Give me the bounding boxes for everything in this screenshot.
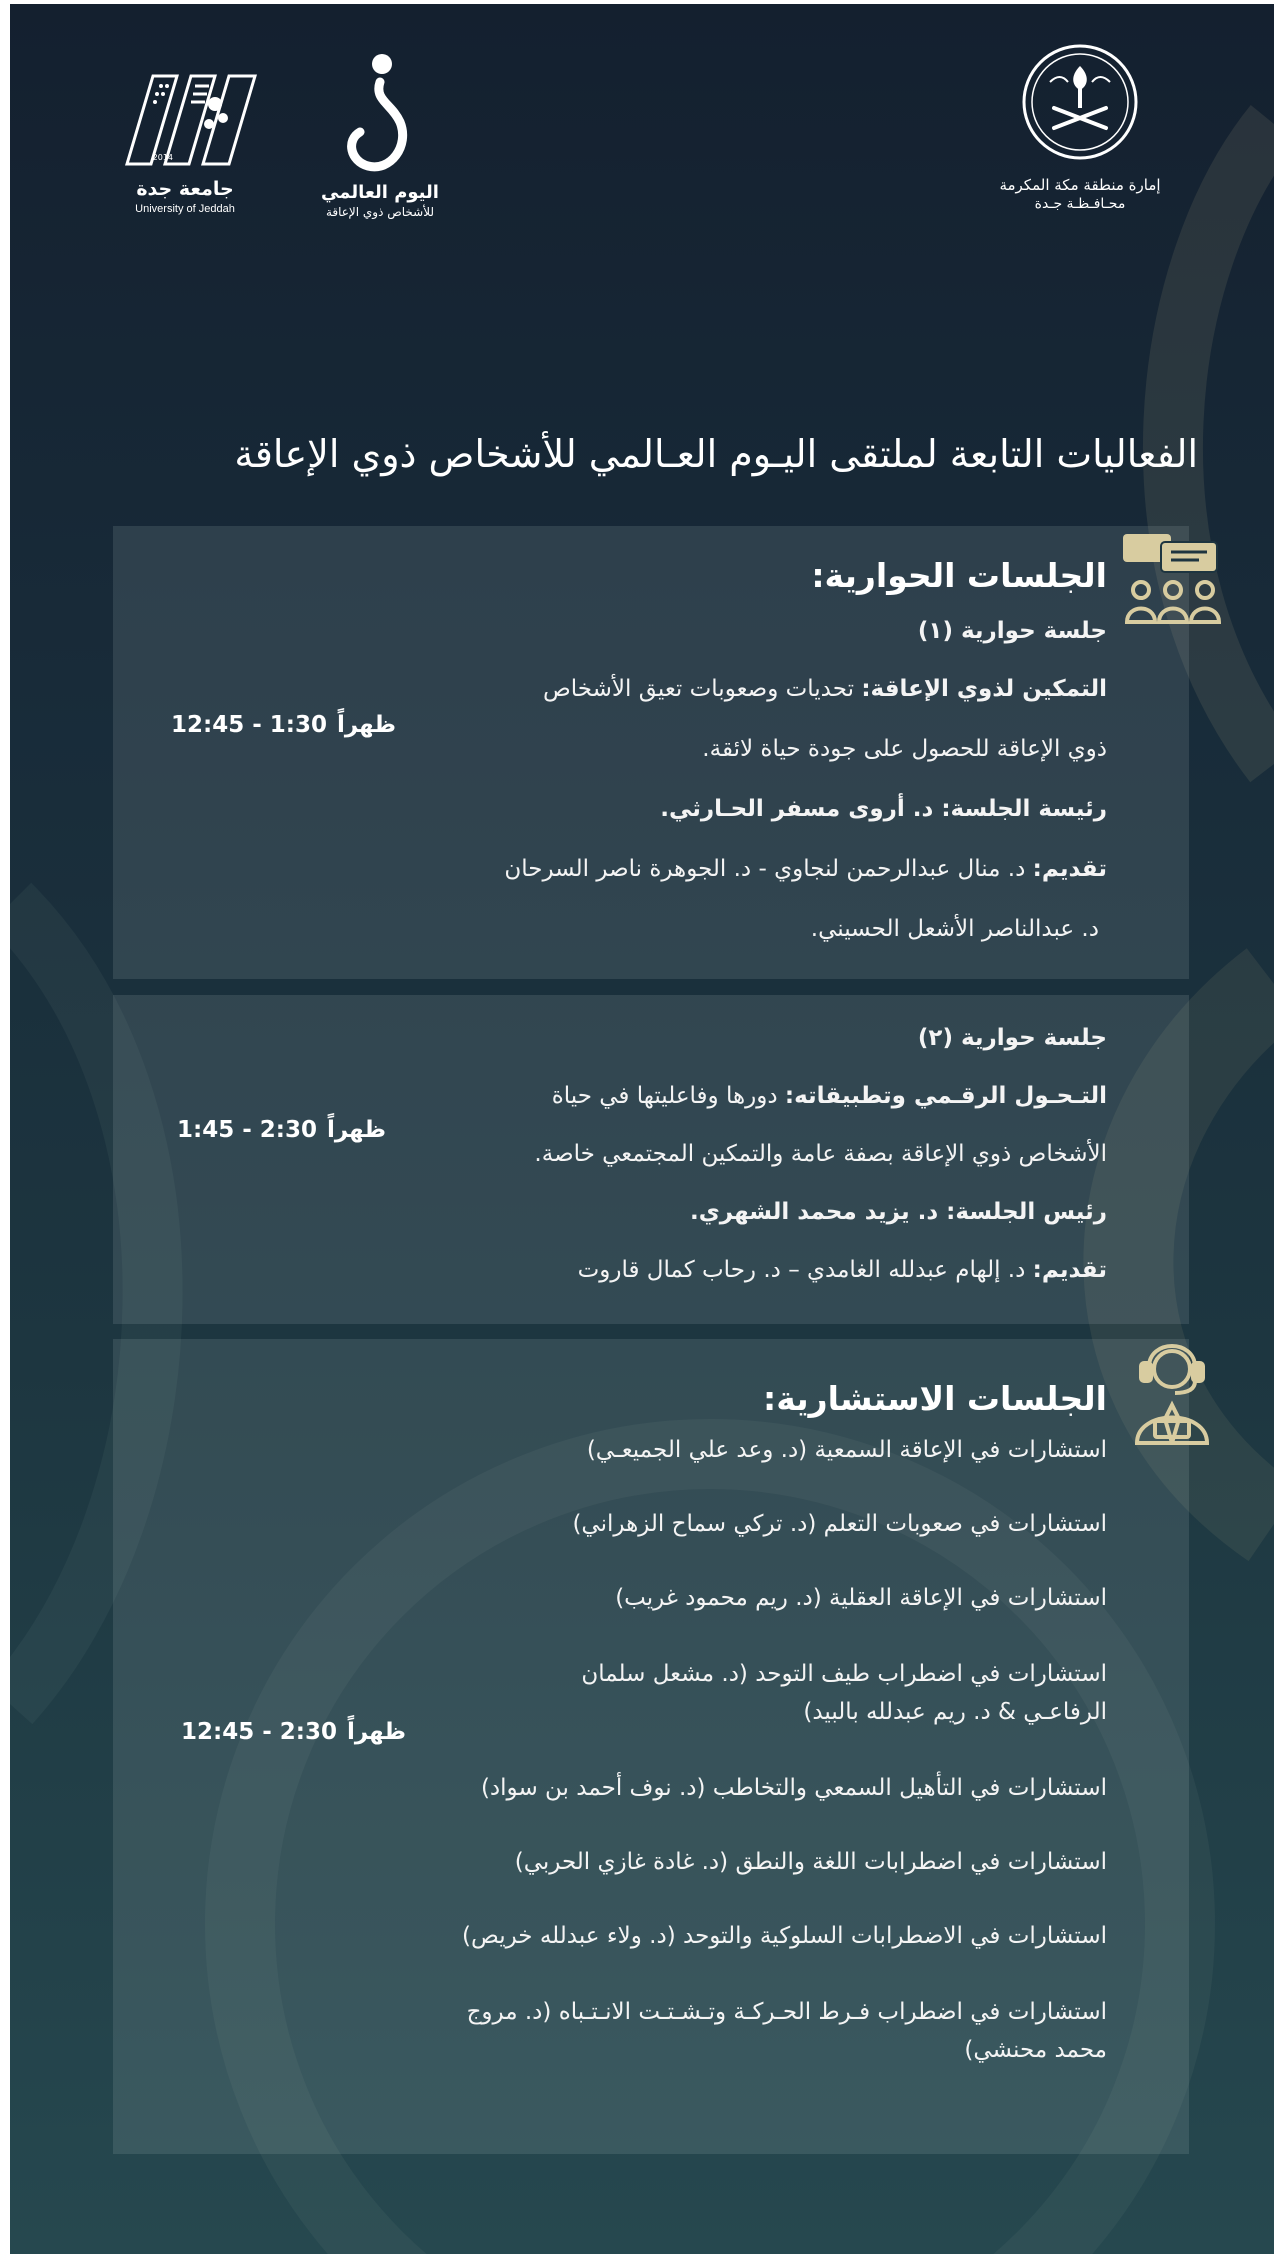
consultation-time <box>181 1719 406 1745</box>
world-disability-day-logo <box>300 50 460 219</box>
page-title: الفعاليات التابعة لملتقى اليـوم العـالمي للأشخاص ذوي الإعاقة <box>234 432 1198 476</box>
university-emblem-icon <box>105 64 265 174</box>
consultation-item: استشارات في صعوبات التعلم (د. تركي سماح الزهراني) <box>572 1511 1107 1537</box>
session-2-presenters <box>578 1257 1107 1283</box>
dialogue-session-2-panel <box>113 995 1189 1324</box>
university-of-jeddah-logo <box>90 64 280 215</box>
session-1-chair: رئيسة الجلسة: د. أروى مسفر الحـارثي. <box>660 796 1107 822</box>
consultation-item: استشارات في اضطراب طيف التوحد (د. مشعل سلمان <box>581 1661 1107 1687</box>
session-1-topic <box>543 676 1107 702</box>
session-1-time-range: 12:45 - 1:30 <box>171 712 327 738</box>
session-1-presenters <box>504 856 1107 882</box>
event-subtitle: للأشخاص ذوي الإعاقة <box>325 205 435 219</box>
emirate-name: إمارة منطقة مكة المكرمة <box>999 176 1161 194</box>
session-1-time <box>171 712 396 738</box>
consultation-panel <box>113 1339 1189 2154</box>
session-2-topic-text: دورها وفاعليتها في حياة <box>551 1083 785 1109</box>
session-1-time-suffix: ظهراً <box>336 712 397 738</box>
session-1-title: جلسة حوارية (١) <box>917 618 1107 644</box>
consultation-time-range: 12:45 - 2:30 <box>181 1719 337 1745</box>
session-1-presenters-text: د. منال عبدالرحمن لنجاوي - د. الجوهرة ناصر السرحان <box>504 856 1033 882</box>
dialogue-heading: الجلسات الحوارية: <box>811 556 1107 595</box>
consultant-headset-icon <box>1129 1327 1215 1449</box>
session-2-topic-line2: الأشخاص ذوي الإعاقة بصفة عامة والتمكين المجتمعي خاصة. <box>534 1141 1107 1167</box>
world-day-emblem-icon <box>330 50 430 180</box>
session-1-topic-line2: ذوي الإعاقة للحصول على جودة حياة لائقة. <box>702 736 1107 762</box>
session-1-presenters-label: تقديم: <box>1032 856 1107 882</box>
session-2-presenters-label: تقديم: <box>1032 1257 1107 1283</box>
session-2-topic <box>552 1083 1107 1109</box>
session-2-time <box>177 1117 386 1143</box>
meeting-icon <box>1121 532 1225 630</box>
svg-text:2014: 2014 <box>152 153 173 162</box>
consultation-item-cont: الرفاعـي & د. ريم عبدلله بالبيد) <box>803 1699 1107 1725</box>
consultation-item: استشارات في الاضطرابات السلوكية والتوحد (د. ولاء عبدلله خريص) <box>462 1923 1107 1949</box>
consultation-item: استشارات في الإعاقة العقلية (د. ريم محمود غريب) <box>615 1585 1107 1611</box>
session-2-chair: رئيس الجلسة: د. يزيد محمد الشهري. <box>689 1199 1107 1225</box>
dialogue-session-1-panel <box>113 526 1189 979</box>
poster <box>10 4 1274 2254</box>
university-name-en: University of Jeddah <box>135 203 235 215</box>
session-1-topic-label: التمكين لذوي الإعاقة: <box>861 676 1107 702</box>
consultation-item-cont: محمد محنشي) <box>964 2037 1107 2063</box>
session-1-presenters-line2: د. عبدالناصر الأشعل الحسيني. <box>810 916 1099 942</box>
consultation-item: استشارات في اضطراب فـرط الحـركـة وتـشـتـت الانـتـباه (د. مروج <box>466 1999 1107 2025</box>
session-2-title: جلسة حوارية (٢) <box>917 1025 1107 1051</box>
session-2-time-range: 1:45 - 2:30 <box>177 1117 317 1143</box>
event-name: اليوم العالمي <box>321 182 439 203</box>
session-2-presenters-text: د. إلهام عبدلله الغامدي – د. رحاب كمال قاروت <box>577 1257 1033 1283</box>
saudi-emblem-icon <box>1020 42 1140 162</box>
consultation-heading: الجلسات الاستشارية: <box>763 1379 1107 1418</box>
session-2-topic-label: التـحـول الرقـمي وتطبيقاته: <box>784 1083 1107 1109</box>
university-name-ar: جامعة جدة <box>136 178 234 200</box>
consultation-item: استشارات في الإعاقة السمعية (د. وعد علي الجميعـي) <box>586 1437 1107 1463</box>
consultation-item: استشارات في التأهيل السمعي والتخاطب (د. نوف أحمد بن سواد) <box>480 1775 1107 1801</box>
session-1-topic-text: تحديات وصعوبات تعيق الأشخاص <box>542 676 862 702</box>
governorate-name: محـافـظـة جـدة <box>1034 196 1126 212</box>
makkah-emirate-logo <box>980 42 1180 212</box>
session-2-time-suffix: ظهراً <box>326 1117 387 1143</box>
consultation-time-suffix: ظهراً <box>346 1719 407 1745</box>
consultation-item: استشارات في اضطرابات اللغة والنطق (د. غادة غازي الحربي) <box>514 1849 1107 1875</box>
